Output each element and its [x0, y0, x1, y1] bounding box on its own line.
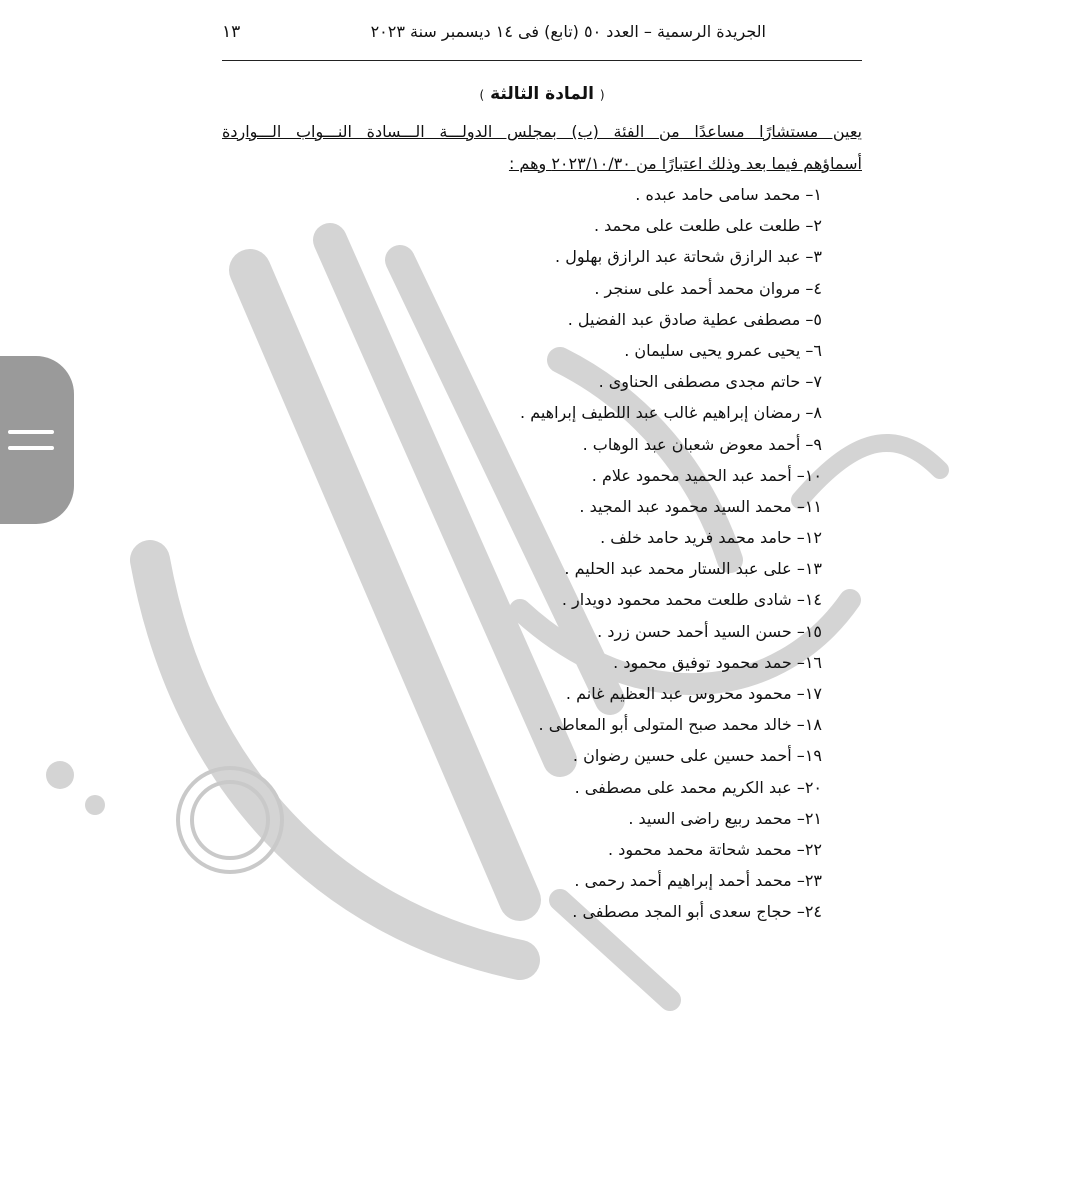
gazette-header-title: الجريدة الرسمية – العدد ٥٠ (تابع) فى ١٤ ديسمبر سنة ٢٠٢٣ — [370, 22, 766, 41]
list-item: ٦– يحيى عمرو يحيى سليمان . — [624, 340, 822, 360]
list-item: ١٣– على عبد الستار محمد عبد الحليم . — [564, 559, 822, 579]
list-item: ١١– محمد السيد محمود عبد المجيد . — [579, 496, 822, 516]
list-item: ٢٣– محمد أحمد إبراهيم أحمد رحمى . — [574, 871, 822, 891]
list-item: ٢٠– عبد الكريم محمد على مصطفى . — [574, 777, 822, 797]
list-item: ١٦– حمد محمود توفيق محمود . — [613, 652, 822, 672]
list-item: ٣– عبد الرازق شحاتة عبد الرازق بهلول . — [555, 247, 822, 267]
header-divider — [222, 60, 862, 61]
article-heading — [222, 84, 862, 104]
article-heading-text: المادة الثالثة — [490, 84, 594, 104]
page-header — [222, 22, 862, 52]
list-item: ١٥– حسن السيد أحمد حسن زرد . — [597, 621, 822, 641]
page-number: ١٣ — [222, 22, 241, 42]
list-item: ٩– أحمد معوض شعبان عبد الوهاب . — [582, 434, 822, 454]
list-item: ١– محمد سامى حامد عبده . — [635, 185, 822, 204]
side-menu-tab[interactable] — [0, 356, 74, 524]
list-item: ٢– طلعت على طلعت على محمد . — [593, 216, 822, 236]
list-item: ٢١– محمد ربيع راضى السيد . — [628, 808, 822, 828]
list-item: ١٨– خالد محمد صبح المتولى أبو المعاطى . — [538, 715, 822, 735]
intro-line-1: يعين مستشارًا مساعدًا من الفئة (ب) بمجلس الدولـــة الـــسادة النـــواب الـــواردة — [222, 122, 862, 141]
list-item: ١٢– حامد محمد فريد حامد خلف . — [600, 528, 822, 548]
intro-line-2: أسماؤهم فيما بعد وذلك اعتبارًا من ٢٠٢٣/١٠/٣٠ وهم : — [508, 154, 862, 173]
list-item: ١٩– أحمد حسين على حسين رضوان . — [572, 746, 822, 766]
list-item: ٨– رمضان إبراهيم غالب عبد اللطيف إبراهيم . — [520, 403, 822, 423]
list-item: ٧– حاتم مجدى مصطفى الحناوى . — [598, 372, 822, 392]
list-item: ٥– مصطفى عطية صادق عبد الفضيل . — [567, 309, 822, 329]
appointees-list — [222, 179, 822, 928]
list-item: ١٧– محمود محروس عبد العظيم غانم . — [565, 684, 822, 703]
list-item: ٤– مروان محمد أحمد على سنجر . — [594, 278, 822, 298]
list-item: ١٤– شادى طلعت محمد محمود دويدار . — [561, 590, 822, 610]
list-item: ١٠– أحمد عبد الحميد محمود علام . — [591, 465, 822, 485]
heading-paren-open: ( — [599, 88, 605, 102]
list-item: ٢٢– محمد شحاتة محمد محمود . — [608, 839, 822, 859]
list-item: ٢٤– حجاج سعدى أبو المجد مصطفى . — [572, 902, 822, 922]
heading-paren-close: ) — [479, 88, 485, 102]
